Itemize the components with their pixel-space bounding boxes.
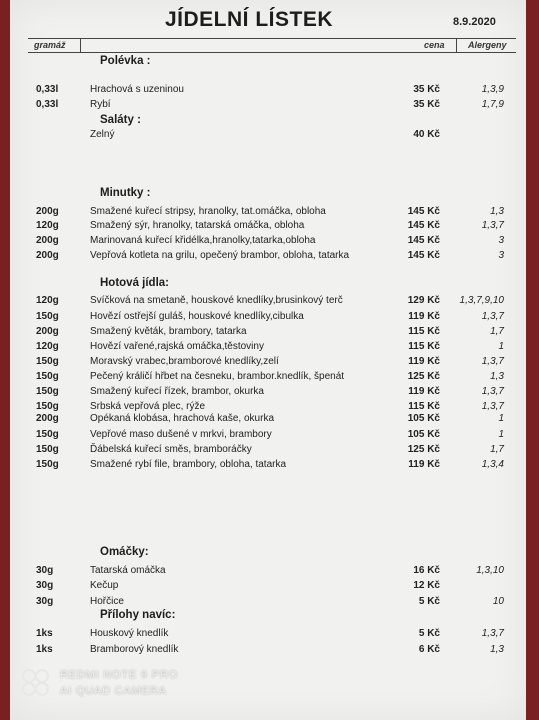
item-allergens: 1,7 — [490, 444, 504, 455]
item-allergens: 1,7,9 — [481, 99, 504, 110]
item-name: Opékaná klobása, hrachová kaše, okurka — [90, 413, 274, 424]
menu-item — [10, 580, 526, 594]
menu-title: JÍDELNÍ LÍSTEK — [165, 8, 334, 31]
menu-item — [10, 311, 526, 325]
menu-item — [10, 295, 526, 309]
item-price: 5 Kč — [418, 596, 440, 607]
header-weight: gramáž — [34, 40, 66, 50]
item-price: 6 Kč — [418, 644, 440, 655]
item-weight: 200g — [36, 413, 59, 424]
item-weight: 200g — [36, 235, 59, 246]
item-name: Bramborový knedlík — [90, 644, 179, 655]
menu-sheet — [10, 0, 526, 720]
item-allergens: 3 — [498, 235, 504, 246]
item-weight: 150g — [36, 356, 59, 367]
menu-item — [10, 444, 526, 458]
menu-item — [10, 220, 526, 234]
watermark-line1: REDMI NOTE 9 PRO — [60, 669, 178, 681]
menu-item — [10, 99, 526, 113]
section-sides: Přílohy navíc: — [100, 609, 176, 621]
item-name: Ďábelská kuřecí směs, bramboráčky — [90, 444, 252, 455]
item-weight: 30g — [36, 596, 54, 607]
item-name: Vepřová kotleta na grilu, opečený brambor, obloha, tatarka — [90, 250, 350, 261]
section-minutky: Minutky : — [100, 187, 151, 199]
item-weight: 0,33l — [36, 99, 59, 110]
item-name: Hořčice — [90, 596, 124, 607]
header-allergens: Alergeny — [468, 40, 507, 50]
item-price: 35 Kč — [413, 84, 440, 95]
item-allergens: 1 — [498, 413, 504, 424]
section-sauces: Omáčky: — [100, 546, 149, 558]
item-weight: 150g — [36, 459, 59, 470]
item-weight: 150g — [36, 371, 59, 382]
item-price: 125 Kč — [407, 371, 440, 382]
item-price: 145 Kč — [407, 250, 440, 261]
item-name: Smažený květák, brambory, tatarka — [90, 326, 247, 337]
column-header — [28, 38, 516, 53]
menu-item — [10, 206, 526, 220]
menu-item — [10, 459, 526, 473]
item-allergens: 1,3,7 — [481, 401, 504, 412]
item-name: Smažený sýr, hranolky, tatarská omáčka, obloha — [90, 220, 305, 231]
item-allergens: 1,7 — [490, 326, 504, 337]
item-allergens: 1,3,7 — [481, 356, 504, 367]
item-price: 145 Kč — [407, 206, 440, 217]
camera-logo-icon — [22, 669, 50, 697]
item-price: 129 Kč — [407, 295, 440, 306]
item-weight: 150g — [36, 429, 59, 440]
item-allergens: 3 — [498, 250, 504, 261]
camera-watermark — [22, 669, 222, 701]
menu-item — [10, 129, 526, 143]
item-price: 105 Kč — [407, 429, 440, 440]
item-price: 119 Kč — [408, 311, 440, 322]
item-allergens: 1,3,7,9,10 — [459, 295, 504, 306]
menu-date: 8.9.2020 — [453, 16, 496, 28]
item-allergens: 1,3,9 — [481, 84, 504, 95]
item-weight: 120g — [36, 341, 59, 352]
item-weight: 150g — [36, 401, 59, 412]
item-name: Vepřové maso dušené v mrkvi, brambory — [90, 429, 272, 440]
item-price: 35 Kč — [413, 99, 440, 110]
item-name: Smažený kuřecí řízek, brambor, okurka — [90, 386, 264, 397]
item-price: 115 Kč — [408, 326, 440, 337]
header-divider — [80, 38, 81, 53]
section-soups: Polévka : — [100, 55, 151, 67]
menu-item — [10, 326, 526, 340]
item-weight: 150g — [36, 444, 59, 455]
item-name: Kečup — [90, 580, 119, 591]
item-price: 119 Kč — [408, 386, 440, 397]
item-allergens: 1,3,7 — [481, 311, 504, 322]
item-price: 145 Kč — [407, 235, 440, 246]
item-name: Srbská vepřová plec, rýže — [90, 401, 206, 412]
item-allergens: 10 — [492, 596, 504, 607]
section-salads: Saláty : — [100, 114, 141, 126]
menu-item — [10, 386, 526, 400]
item-weight: 150g — [36, 311, 59, 322]
item-price: 105 Kč — [407, 413, 440, 424]
item-price: 119 Kč — [408, 356, 440, 367]
item-allergens: 1,3 — [490, 371, 504, 382]
item-weight: 30g — [36, 580, 54, 591]
item-allergens: 1,3,4 — [481, 459, 504, 470]
item-weight: 30g — [36, 565, 54, 576]
item-price: 5 Kč — [418, 628, 440, 639]
item-weight: 200g — [36, 250, 59, 261]
item-name: Zelný — [90, 129, 115, 140]
menu-item — [10, 429, 526, 443]
menu-item — [10, 628, 526, 642]
item-allergens: 1 — [498, 429, 504, 440]
item-weight: 0,33l — [36, 84, 59, 95]
item-allergens: 1,3,7 — [481, 628, 504, 639]
menu-item — [10, 644, 526, 658]
item-name: Marinovaná kuřecí křidélka,hranolky,tatarka,obloha — [90, 235, 316, 246]
item-price: 125 Kč — [407, 444, 440, 455]
item-name: Smažené kuřecí stripsy, hranolky, tat.omáčka, obloha — [90, 206, 326, 217]
item-weight: 1ks — [36, 628, 53, 639]
item-price: 115 Kč — [408, 341, 440, 352]
section-hot: Hotová jídla: — [100, 277, 170, 289]
item-name: Pečený králičí hřbet na česneku, brambor.knedlík, špenát — [90, 371, 345, 382]
item-name: Rybí — [90, 99, 111, 110]
item-price: 12 Kč — [413, 580, 440, 591]
item-name: Tatarská omáčka — [90, 565, 166, 576]
item-name: Hovězí vařené,rajská omáčka,těstoviny — [90, 341, 264, 352]
header-divider — [456, 38, 457, 53]
item-price: 16 Kč — [413, 565, 440, 576]
item-price: 145 Kč — [407, 220, 440, 231]
item-name: Houskový knedlík — [90, 628, 169, 639]
menu-item — [10, 371, 526, 385]
item-price: 119 Kč — [408, 459, 440, 470]
item-weight: 120g — [36, 295, 59, 306]
menu-item — [10, 84, 526, 98]
item-weight: 120g — [36, 220, 59, 231]
item-name: Svíčková na smetaně, houskové knedlíky,brusinkový terč — [90, 295, 343, 306]
item-name: Hrachová s uzeninou — [90, 84, 184, 95]
item-allergens: 1,3,7 — [481, 220, 504, 231]
menu-item — [10, 235, 526, 249]
item-allergens: 1 — [498, 341, 504, 352]
item-name: Moravský vrabec,bramborové knedlíky,zelí — [90, 356, 279, 367]
item-allergens: 1,3 — [490, 206, 504, 217]
item-price: 40 Kč — [413, 129, 440, 140]
item-weight: 1ks — [36, 644, 53, 655]
item-allergens: 1,3 — [490, 644, 504, 655]
menu-item — [10, 565, 526, 579]
watermark-line2: AI QUAD CAMERA — [60, 685, 167, 697]
item-price: 115 Kč — [408, 401, 440, 412]
item-allergens: 1,3,10 — [476, 565, 504, 576]
header-price: cena — [424, 40, 445, 50]
item-weight: 200g — [36, 326, 59, 337]
menu-item — [10, 250, 526, 264]
menu-item — [10, 341, 526, 355]
item-weight: 150g — [36, 386, 59, 397]
menu-item — [10, 413, 526, 427]
item-allergens: 1,3,7 — [481, 386, 504, 397]
menu-item — [10, 356, 526, 370]
menu-item — [10, 596, 526, 610]
item-name: Hovězí ostřejší guláš, houskové knedlíky,cibulka — [90, 311, 304, 322]
item-name: Smažené rybí file, brambory, obloha, tatarka — [90, 459, 287, 470]
item-weight: 200g — [36, 206, 59, 217]
